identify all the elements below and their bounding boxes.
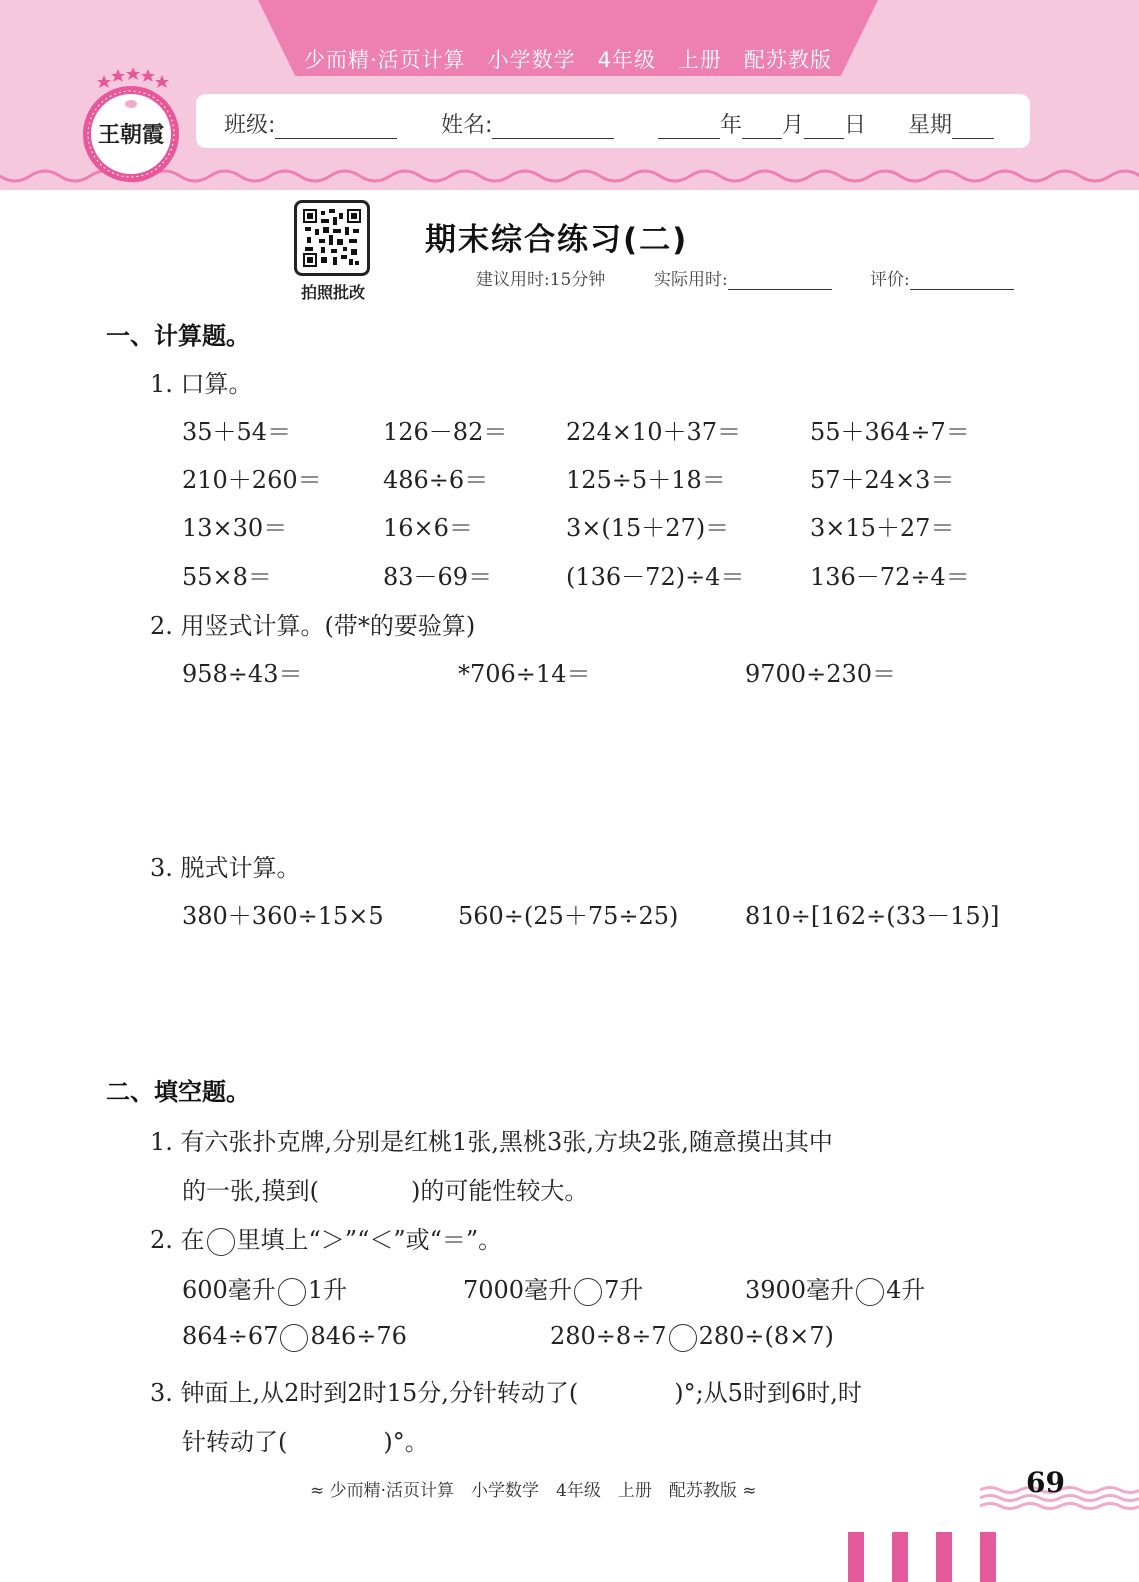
oral-expr: 3×(15＋27)＝	[566, 514, 730, 542]
oral-expr: 486÷6＝	[383, 466, 489, 494]
compare-item: 600毫升 1升	[182, 1276, 348, 1304]
q1-label: 1. 口算。	[150, 370, 253, 398]
oral-expr: 83－69＝	[383, 563, 493, 591]
compare-circle[interactable]	[278, 1278, 306, 1306]
vertical-calc-expr: 958÷43＝	[182, 660, 303, 688]
edge-tab-bar	[848, 1532, 864, 1582]
date-field[interactable]: 年 月 日	[658, 108, 866, 139]
section2-heading: 二、填空题。	[106, 1078, 250, 1106]
oral-expr: 35＋54＝	[182, 418, 292, 446]
class-field[interactable]: 班级:	[224, 108, 397, 139]
oral-expr: 55＋364÷7＝	[810, 418, 970, 446]
vertical-calc-expr: *706÷14＝	[458, 660, 591, 688]
compare-circle[interactable]	[669, 1324, 697, 1352]
page-number: 69	[1026, 1466, 1065, 1499]
oral-expr: 16×6＝	[383, 514, 473, 542]
oral-expr: (136－72)÷4＝	[566, 563, 745, 591]
oral-expr: 3×15＋27＝	[810, 514, 955, 542]
oral-expr: 57＋24×3＝	[810, 466, 955, 494]
fill-q1-line2: 的一张,摸到( )的可能性较大。	[182, 1177, 589, 1205]
fill-q3-line2: 针转动了( )°。	[182, 1428, 429, 1456]
series-title: 少而精·活页计算 小学数学 4年级 上册 配苏教版	[303, 48, 833, 72]
name-field[interactable]: 姓名:	[441, 108, 614, 139]
oral-expr: 126－82＝	[383, 418, 508, 446]
compare-circle[interactable]	[574, 1278, 602, 1306]
edge-tab-bar	[980, 1532, 996, 1582]
q3-label: 3. 脱式计算。	[150, 854, 301, 882]
qr-pattern-icon	[303, 209, 361, 267]
oral-expr: 210＋260＝	[182, 466, 322, 494]
compare-item: 280÷8÷7 280÷(8×7)	[550, 1322, 834, 1350]
edge-tab-bar	[892, 1532, 908, 1582]
oral-expr: 55×8＝	[182, 563, 272, 591]
qr-caption: 拍照批改	[300, 283, 365, 302]
actual-time-field[interactable]: 实际用时:	[654, 265, 832, 290]
compare-item: 7000毫升 7升	[463, 1276, 644, 1304]
brand-logo	[80, 68, 182, 186]
section1-heading: 一、计算题。	[106, 322, 250, 350]
compare-circle[interactable]	[856, 1278, 884, 1306]
evaluation-field[interactable]: 评价:	[870, 265, 1014, 290]
circle-icon	[207, 1228, 235, 1256]
edge-tab-bar	[936, 1532, 952, 1582]
oral-expr: 224×10＋37＝	[566, 418, 741, 446]
oral-expr: 125÷5＋18＝	[566, 466, 726, 494]
page-title: 期末综合练习(二)	[425, 222, 689, 258]
fill-q1-line1: 1. 有六张扑克牌,分别是红桃1张,黑桃3张,方块2张,随意摸出其中	[150, 1128, 833, 1156]
svg-text:王朝霞: 王朝霞	[97, 122, 165, 148]
vertical-calc-expr: 9700÷230＝	[745, 660, 896, 688]
fill-q3-line1: 3. 钟面上,从2时到2时15分,分针转动了( )°;从5时到6时,时	[150, 1379, 862, 1407]
step-calc-expr: 560÷(25＋75÷25)	[458, 902, 679, 930]
step-calc-expr: 380＋360÷15×5	[182, 902, 384, 930]
oral-expr: 13×30＝	[182, 514, 288, 542]
oral-expr: 136－72÷4＝	[810, 563, 970, 591]
qr-code[interactable]	[294, 200, 370, 276]
weekday-field[interactable]: 星期	[908, 108, 994, 139]
footer-series-title: ≈ 少而精·活页计算 小学数学 4年级 上册 配苏教版 ≈	[310, 1481, 757, 1501]
suggested-time: 建议用时:15分钟	[476, 270, 606, 290]
q2-label: 2. 用竖式计算。(带*的要验算)	[150, 612, 476, 640]
compare-item: 3900毫升 4升	[745, 1276, 926, 1304]
fill-q2-label: 2. 在 里填上“＞”“＜”或“＝”。	[150, 1226, 503, 1254]
step-calc-expr: 810÷[162÷(33－15)]	[745, 902, 1000, 930]
compare-item: 864÷67 846÷76	[182, 1322, 407, 1350]
compare-circle[interactable]	[280, 1324, 308, 1352]
